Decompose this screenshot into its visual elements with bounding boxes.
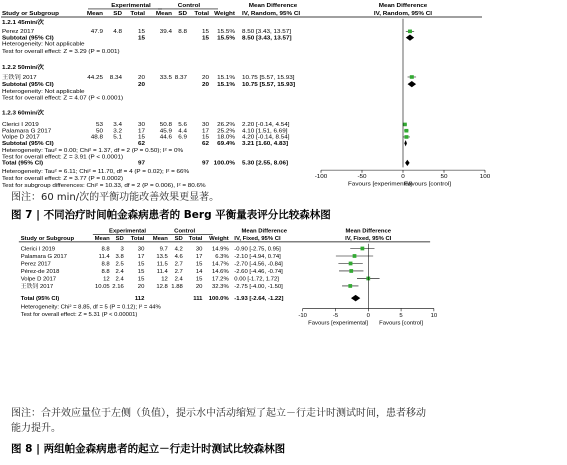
x-tick-label: -50: [357, 174, 367, 181]
heterogeneity-text: Heterogeneity: Not applicable: [2, 41, 85, 48]
footer-overall-effect: Test for overall effect: Z = 5.31 (P < 0.00001): [20, 311, 138, 318]
ctrl-total: 20: [195, 283, 203, 290]
effect-marker: [361, 247, 365, 251]
exp-mean: 53: [96, 122, 103, 129]
footer-subgroup-diff: Test for subgroup differences: Chi² = 10.33, df = 2 (P = 0.006), I² = 80.6%: [2, 183, 206, 189]
exp-mean: 8.8: [101, 261, 110, 268]
total-diamond: [351, 295, 360, 302]
weight: 14.9%: [211, 246, 229, 253]
sd-header-e: SD: [115, 236, 124, 243]
mean-difference-ci: 0.00 [-1.72, 1.72]: [234, 276, 279, 283]
experimental-header: Experimental: [109, 228, 147, 235]
effect-marker: [353, 254, 357, 258]
control-header: Control: [177, 3, 201, 10]
mean-difference-ci: 4.20 [-0.14, 8.54]: [242, 134, 290, 141]
effect-marker: [349, 262, 353, 266]
caption-fig8-line1: 图注：合并效应量位于左侧（负值），提示水中活动缩短了起立－行走计时测试时间，患者移动: [11, 408, 426, 419]
ctrl-total: 20: [202, 75, 209, 81]
ctrl-sd: 2.7: [174, 261, 183, 268]
exp-total: 97: [138, 160, 145, 167]
ctrl-total: 30: [202, 122, 209, 129]
x-tick-label: 100: [479, 174, 491, 181]
mean-header-e: Mean: [94, 236, 110, 243]
exp-sd: 3.4: [113, 122, 122, 129]
effect-marker: [404, 129, 408, 133]
mean-difference-ci: -2.60 [-4.46, -0.74]: [234, 268, 283, 275]
ctrl-sd: 8.37: [174, 75, 187, 81]
study-name: Clerici I 2019: [2, 122, 39, 129]
title-fig7: 图 7 | 不同治疗时间帕金森病患者的 Berg 平衡量表评分比较森林图: [11, 209, 331, 221]
study-name: Pérez-de 2018: [20, 268, 60, 275]
weight: 100.0%: [208, 296, 229, 303]
effect-marker: [403, 123, 407, 127]
weight: 15.1%: [217, 82, 235, 88]
effect-marker: [410, 75, 414, 79]
summary-diamond: [406, 34, 414, 40]
weight: 14.6%: [211, 268, 229, 275]
exp-sd: 5.1: [113, 134, 122, 141]
ctrl-total: 20: [202, 82, 209, 88]
ctrl-total: 15: [202, 35, 209, 42]
mean-difference-ci: 3.21 [1.60, 4.83]: [242, 141, 289, 147]
x-tick-label: 10: [430, 312, 438, 319]
exp-total: 15: [137, 276, 145, 283]
summary-diamond: [408, 81, 416, 87]
exp-sd: 2.16: [112, 283, 124, 290]
ctrl-sd: 4.4: [178, 128, 187, 135]
footer-heterogeneity: Heterogeneity: Tau² = 6.11; Chi² = 11.70, df = 4 (P = 0.02); I² = 66%: [2, 169, 190, 175]
ctrl-sd: 5.6: [178, 122, 187, 129]
study-name: 王铁钊 2017: [20, 283, 54, 290]
mean-difference-ci: 4.10 [1.51, 6.69]: [242, 128, 288, 135]
ctrl-sd: 1.88: [171, 283, 183, 290]
caption-fig8-line2: 能力提升。: [11, 423, 61, 434]
control-header: Control: [174, 228, 196, 235]
ctrl-sd: 2.4: [174, 276, 183, 283]
ctrl-total: 14: [195, 268, 203, 275]
ctrl-sd: 4.6: [174, 253, 183, 260]
ctrl-total: 17: [202, 128, 209, 135]
x-tick-label: 0: [401, 174, 405, 181]
x-tick-label: 5: [399, 312, 403, 319]
exp-mean: 11.4: [98, 253, 110, 260]
exp-total: 15: [138, 35, 145, 42]
exp-sd: 3.8: [115, 253, 124, 260]
exp-total: 112: [134, 296, 145, 303]
subgroup-title: 1.2.3 60min/次: [2, 110, 44, 117]
mean-header-e: Mean: [86, 11, 103, 18]
exp-sd: 3.2: [113, 128, 122, 135]
forest-plot-fig7: [0, 0, 567, 190]
study-name: Volpe D 2017: [2, 134, 40, 141]
ctrl-sd: 6.9: [178, 134, 187, 141]
ctrl-total: 97: [202, 160, 209, 167]
exp-total: 17: [138, 128, 145, 135]
weight: 26.2%: [217, 122, 235, 129]
exp-total: 20: [138, 75, 145, 81]
exp-total: 30: [138, 122, 145, 129]
weight: 6.3%: [215, 253, 229, 260]
mean-difference-ci: 10.75 [5.57, 15.93]: [242, 82, 296, 88]
effect-marker: [348, 284, 352, 288]
weight: 15.5%: [217, 35, 235, 42]
exp-total: 17: [137, 253, 145, 260]
total-header-c: Total: [188, 236, 203, 243]
exp-mean: 48.8: [90, 134, 103, 141]
mean-header-c: Mean: [155, 11, 172, 18]
summary-diamond: [404, 140, 407, 146]
study-name: Perez 2017: [20, 261, 51, 268]
x-tick-label: -100: [314, 174, 328, 181]
x-tick-label: -10: [298, 312, 307, 319]
effect-marker: [404, 135, 408, 139]
sd-header-c: SD: [174, 236, 183, 243]
overall-effect-text: Test for overall effect: Z = 3.91 (P < 0.0001): [2, 154, 124, 161]
x-tick-label: 0: [366, 312, 370, 319]
md-header-left: Mean Difference: [241, 228, 288, 235]
overall-effect-text: Test for overall effect: Z = 4.07 (P < 0.0001): [2, 95, 124, 102]
mean-difference-ci: 2.20 [-0.14, 4.54]: [242, 122, 290, 129]
weight: 15.1%: [217, 75, 235, 81]
mean-difference-ci: -2.75 [-4.00, -1.50]: [234, 283, 283, 290]
forest-plot-fig8: [0, 226, 567, 404]
exp-total: 20: [137, 283, 145, 290]
mean-header-c: Mean: [152, 236, 168, 243]
mean-difference-ci: -0.90 [-2.75, 0.95]: [234, 246, 281, 253]
subtotal-label: Subtotal (95% CI): [2, 82, 54, 88]
ctrl-mean: 11.4: [156, 268, 168, 275]
favours-left: Favours [experimental]: [308, 320, 369, 327]
sd-header-e: SD: [113, 11, 122, 18]
favours-right: Favours [control]: [404, 181, 452, 188]
heterogeneity-text: Heterogeneity: Tau² = 0.00; Chi² = 1.37, df = 2 (P = 0.50); I² = 0%: [2, 148, 184, 155]
exp-total: 15: [137, 261, 145, 268]
ctrl-total: 15: [202, 29, 209, 36]
exp-mean: 10.05: [94, 283, 110, 290]
favours-right: Favours [control]: [379, 320, 424, 327]
study-name: Clerici I 2019: [20, 246, 56, 253]
ctrl-mean: 9.7: [159, 246, 168, 253]
ctrl-mean: 12.8: [156, 283, 168, 290]
study-name: Palamara G 2017: [20, 253, 67, 260]
exp-mean: 44.25: [87, 75, 103, 81]
mean-difference-ci: -2.10 [-4.94, 0.74]: [234, 253, 281, 260]
sd-header-c: SD: [178, 11, 187, 18]
study-name: Palamara G 2017: [2, 128, 52, 135]
mean-difference-ci: 5.30 [2.55, 8.06]: [242, 160, 289, 167]
study-name: 王铁钊 2017: [2, 75, 37, 81]
ctrl-total: 62: [202, 141, 209, 147]
total-header-c: Total: [194, 11, 209, 18]
exp-sd: 2.5: [115, 261, 124, 268]
ctrl-mean: 12: [161, 276, 168, 283]
md-method-left: IV, Fixed, 95% CI: [234, 236, 281, 243]
exp-mean: 50: [96, 128, 103, 135]
exp-sd: 2.4: [115, 276, 124, 283]
exp-sd: 2.4: [115, 268, 124, 275]
study-name: Perez 2017: [2, 29, 35, 36]
weight: 25.2%: [217, 128, 235, 135]
study-header: Study or Subgroup: [2, 11, 59, 18]
exp-mean: 8.8: [101, 268, 110, 275]
ctrl-mean: 33.5: [159, 75, 172, 81]
ctrl-total: 15: [195, 261, 203, 268]
md-header-left: Mean Difference: [248, 3, 298, 10]
ctrl-mean: 50.8: [159, 122, 172, 129]
footer-heterogeneity: Heterogeneity: Chi² = 8.85, df = 5 (P = 0.12); I² = 44%: [20, 304, 161, 311]
subtotal-label: Subtotal (95% CI): [2, 35, 54, 42]
weight: 32.3%: [211, 283, 229, 290]
weight: 15.5%: [217, 29, 235, 36]
exp-sd: 4.8: [113, 29, 122, 36]
x-tick-label: -5: [332, 312, 339, 319]
study-header: Study or Subgroup: [20, 236, 75, 243]
weight: 100.0%: [213, 160, 235, 167]
x-tick-label: 50: [440, 174, 448, 181]
ctrl-mean: 45.9: [159, 128, 172, 135]
total-diamond: [405, 160, 410, 166]
exp-mean: 47.9: [90, 29, 103, 36]
md-method-right: IV, Random, 95% CI: [373, 11, 433, 18]
exp-total: 62: [138, 141, 145, 147]
footer-overall-effect: Test for overall effect: Z = 3.77 (P = 0.0002): [2, 176, 124, 182]
weight: 17.2%: [211, 276, 229, 283]
exp-total: 15: [138, 134, 145, 141]
ctrl-sd: 4.2: [174, 246, 183, 253]
exp-sd: 3: [120, 246, 124, 253]
exp-mean: 12: [103, 276, 110, 283]
ctrl-total: 111: [193, 296, 203, 303]
ctrl-sd: 8.8: [178, 29, 187, 36]
md-method-right: IV, Fixed, 95% CI: [345, 236, 392, 243]
total-label: Total (95% CI): [2, 160, 44, 167]
total-header-e: Total: [130, 236, 145, 243]
favours-left: Favours [experimental]: [348, 181, 413, 188]
ctrl-sd: 2.7: [174, 268, 183, 275]
weight: 69.4%: [217, 141, 235, 147]
mean-difference-ci: -1.93 [-2.64, -1.22]: [234, 296, 284, 303]
mean-difference-ci: 10.75 [5.57, 15.93]: [242, 75, 295, 81]
title-fig8: 图 8 | 两组帕金森病患者的起立－行走计时测试比较森林图: [11, 443, 286, 455]
exp-total: 15: [138, 29, 145, 36]
ctrl-mean: 13.5: [156, 253, 168, 260]
exp-total: 15: [137, 268, 145, 275]
fig7-content: [1, 3, 491, 189]
ctrl-mean: 11.5: [156, 261, 168, 268]
md-header-right: Mean Difference: [345, 228, 392, 235]
weight-header: Weight: [214, 11, 235, 18]
weight: 14.7%: [211, 261, 229, 268]
heterogeneity-text: Heterogeneity: Not applicable: [2, 89, 85, 95]
exp-mean: 8.8: [101, 246, 110, 253]
md-method-left: IV, Random, 95% CI: [242, 11, 301, 18]
weight-header: Weight: [209, 236, 229, 243]
mean-difference-ci: 8.50 [3.43, 13.57]: [242, 29, 291, 36]
weight: 18.0%: [217, 134, 235, 141]
total-header-e: Total: [130, 11, 145, 18]
subgroup-title: 1.2.2 50min/次: [2, 65, 44, 71]
ctrl-total: 15: [195, 276, 203, 283]
overall-effect-text: Test for overall effect: Z = 3.29 (P = 0.001): [2, 49, 120, 55]
ctrl-total: 30: [195, 246, 203, 253]
ctrl-mean: 44.6: [159, 134, 172, 141]
mean-difference-ci: 8.50 [3.43, 13.57]: [242, 35, 292, 42]
total-label: Total (95% CI): [20, 296, 60, 303]
exp-total: 20: [138, 82, 145, 88]
subtotal-label: Subtotal (95% CI): [2, 141, 54, 147]
effect-marker: [349, 269, 353, 273]
ctrl-total: 15: [202, 134, 209, 141]
exp-sd: 8.34: [109, 75, 122, 81]
experimental-header: Experimental: [111, 3, 151, 10]
subgroup-title: 1.2.1 45min/次: [2, 20, 44, 27]
study-name: Volpe D 2017: [20, 276, 57, 283]
ctrl-total: 17: [195, 253, 203, 260]
mean-difference-ci: -2.70 [-4.56, -0.84]: [234, 261, 283, 268]
effect-marker: [408, 30, 412, 34]
md-header-right: Mean Difference: [378, 3, 428, 10]
caption-fig7: 图注：60 min/次的平衡功能改善效果更显著。: [11, 192, 220, 203]
ctrl-mean: 39.4: [159, 29, 172, 36]
exp-total: 30: [137, 246, 145, 253]
